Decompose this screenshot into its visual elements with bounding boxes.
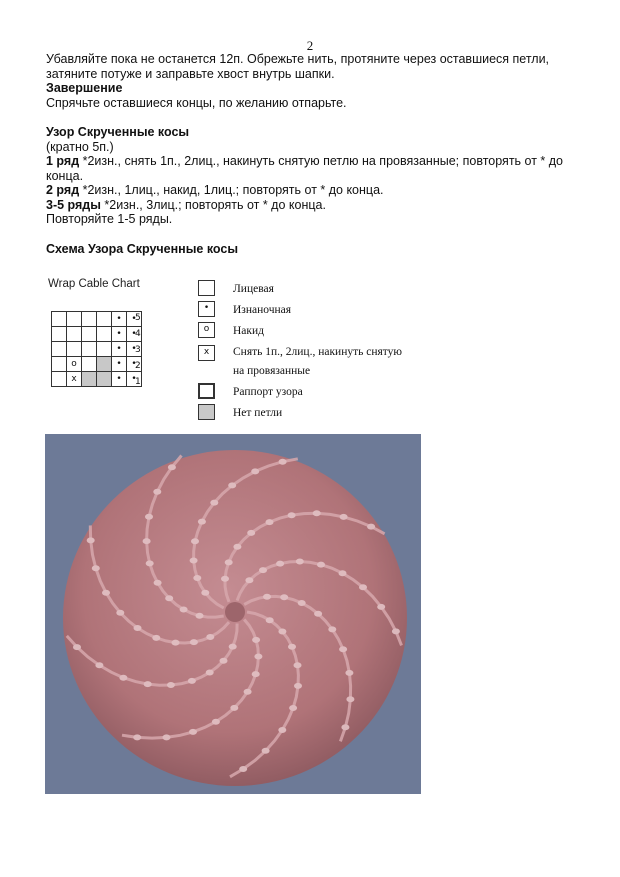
cable-eyelet xyxy=(278,629,286,635)
row1-instruction xyxy=(46,154,586,169)
legend-repeat-label: Раппорт узора xyxy=(233,386,303,398)
cable-eyelet xyxy=(189,729,197,735)
cable-eyelet xyxy=(133,734,141,740)
cable-eyelet xyxy=(252,637,260,643)
cable-eyelet xyxy=(143,538,151,544)
cable-eyelet xyxy=(276,561,284,567)
cable-eyelet xyxy=(244,689,252,695)
cable-eyelet xyxy=(228,482,236,488)
chart-cell-no-stitch xyxy=(97,372,112,387)
cable-eyelet xyxy=(259,567,267,573)
chart-cell xyxy=(82,312,97,327)
cable-eyelet xyxy=(196,613,204,619)
chart-cell xyxy=(97,342,112,357)
cable-eyelet xyxy=(392,628,400,634)
cable-eyelet xyxy=(359,584,367,590)
chart-row-5 xyxy=(52,312,142,327)
chart-cell-yarn-over: o xyxy=(67,357,82,372)
cable-eyelet xyxy=(314,611,322,617)
cable-eyelet xyxy=(220,658,228,664)
cable-eyelet xyxy=(262,748,270,754)
chart-cell: • xyxy=(112,357,127,372)
chart-row-4 xyxy=(52,327,142,342)
cable-eyelet xyxy=(146,560,154,566)
cable-eyelet xyxy=(206,634,214,640)
cable-eyelet xyxy=(367,524,375,530)
chart-cell xyxy=(97,312,112,327)
intro-line-1: Убавляйте пока не останется 12п. Обрежьте нить, протяните через оставшиеся петли, xyxy=(46,52,550,66)
legend-knit-label: Лицевая xyxy=(233,283,274,295)
chart-cell-wrap: x xyxy=(67,372,82,387)
row35-instruction xyxy=(46,198,586,213)
chart-cell: • xyxy=(127,342,142,357)
cable-eyelet xyxy=(280,594,288,600)
hat-crown xyxy=(225,602,245,622)
cable-eyelet xyxy=(190,558,198,564)
finish-text: Спрячьте оставшиеся концы, по желанию отпарьте. xyxy=(46,95,347,110)
chart-cell-no-stitch xyxy=(82,372,97,387)
cable-eyelet xyxy=(266,519,274,525)
cable-eyelet xyxy=(152,635,160,641)
hat-illustration xyxy=(45,434,421,794)
cable-eyelet xyxy=(341,724,349,730)
chart-cell: • xyxy=(127,357,142,372)
cable-eyelet xyxy=(92,565,100,571)
page-number: 2 xyxy=(306,38,314,53)
cable-eyelet xyxy=(210,500,218,506)
cable-eyelet xyxy=(229,644,237,650)
row35-label: 3-5 ряды xyxy=(46,197,101,212)
cable-eyelet xyxy=(339,646,347,652)
cable-eyelet xyxy=(73,644,81,650)
cable-eyelet xyxy=(317,562,325,568)
chart-cell xyxy=(82,357,97,372)
cable-eyelet xyxy=(328,626,336,632)
cable-eyelet xyxy=(233,544,241,550)
knit-symbol xyxy=(198,280,215,296)
cable-eyelet xyxy=(180,607,188,613)
row35-text: *2изн., 3лиц.; повторять от * до конца. xyxy=(100,197,326,212)
cable-eyelet xyxy=(153,489,161,495)
cable-eyelet xyxy=(278,727,286,733)
cable-eyelet xyxy=(163,734,171,740)
chart-cell xyxy=(97,327,112,342)
cable-eyelet xyxy=(201,590,209,596)
row-number-1: 1 xyxy=(135,377,141,387)
chart-cell xyxy=(67,342,82,357)
cable-eyelet xyxy=(288,644,296,650)
chart-cell: • xyxy=(112,342,127,357)
cable-eyelet xyxy=(145,514,153,520)
chart-cell xyxy=(52,342,67,357)
chart-cell-no-stitch xyxy=(97,357,112,372)
chart-cell xyxy=(67,312,82,327)
legend-no-stitch-label: Нет петли xyxy=(233,407,283,419)
chart-heading: Схема Узора Скрученные косы xyxy=(46,241,239,256)
pattern-multiple: (кратно 5п.) xyxy=(46,139,114,154)
knitted-hat-photo xyxy=(45,434,421,794)
cable-eyelet xyxy=(377,604,385,610)
chart-cell: • xyxy=(127,327,142,342)
pattern-heading: Узор Скрученные косы xyxy=(46,125,190,139)
chart-cell xyxy=(52,312,67,327)
row1-text-cont: конца. xyxy=(46,168,84,183)
chart-cell xyxy=(82,342,97,357)
cable-eyelet xyxy=(346,696,354,702)
chart-row-3 xyxy=(52,342,142,357)
cable-eyelet xyxy=(288,512,296,518)
repeat-symbol xyxy=(198,383,215,399)
cable-eyelet xyxy=(345,670,353,676)
cable-eyelet xyxy=(95,662,103,668)
cable-eyelet xyxy=(252,671,260,677)
chart-cell xyxy=(52,327,67,342)
cable-eyelet xyxy=(206,670,214,676)
cable-eyelet xyxy=(191,538,199,544)
cable-eyelet xyxy=(188,678,196,684)
cable-eyelet xyxy=(279,459,287,465)
cable-eyelet xyxy=(294,683,302,689)
repeat-instruction: Повторяйте 1-5 ряды. xyxy=(46,212,173,226)
cable-eyelet xyxy=(251,468,259,474)
legend-yarn-over-label: Накид xyxy=(233,325,265,337)
row2-label: 2 ряд xyxy=(46,183,80,197)
cable-eyelet xyxy=(119,675,127,681)
row-number-3: 3 xyxy=(135,345,141,355)
row-number-5: 5 xyxy=(135,313,141,323)
row-number-4: 4 xyxy=(135,329,141,339)
cable-eyelet xyxy=(168,464,176,470)
cable-eyelet xyxy=(172,640,180,646)
cable-eyelet xyxy=(116,610,124,616)
row-number-2: 2 xyxy=(135,361,141,371)
cable-eyelet xyxy=(225,559,233,565)
yarn-over-symbol: o xyxy=(198,322,215,338)
chart-cell: • xyxy=(112,372,127,387)
cable-eyelet xyxy=(298,600,306,606)
cable-eyelet xyxy=(294,662,302,668)
wrap-symbol: x xyxy=(198,345,215,361)
row2-text: *2изн., 1лиц., накид, 1лиц.; повторять от * до конца. xyxy=(79,183,384,197)
cable-eyelet xyxy=(230,705,238,711)
row2-instruction xyxy=(46,183,586,198)
chart-cell: • xyxy=(112,312,127,327)
legend-wrap-label-2: на провязанные xyxy=(233,365,311,377)
chart-cell xyxy=(82,327,97,342)
cable-eyelet xyxy=(247,530,255,536)
cable-eyelet xyxy=(144,681,152,687)
cable-eyelet xyxy=(167,682,175,688)
chart-cell: • xyxy=(127,312,142,327)
row1-label: 1 ряд xyxy=(46,154,80,168)
chart-title: Wrap Cable Chart xyxy=(48,278,140,290)
cable-eyelet xyxy=(212,719,220,725)
chart-cell xyxy=(52,357,67,372)
cable-eyelet xyxy=(193,575,201,581)
chart-cell: • xyxy=(127,372,142,387)
cable-eyelet xyxy=(198,519,206,525)
cable-eyelet xyxy=(221,576,229,582)
cable-eyelet xyxy=(245,577,253,583)
chart-grid xyxy=(51,311,142,387)
cable-eyelet xyxy=(154,580,162,586)
cable-eyelet xyxy=(102,590,110,596)
cable-eyelet xyxy=(165,595,173,601)
cable-eyelet xyxy=(313,510,321,516)
chart-row-2 xyxy=(52,357,142,372)
cable-eyelet xyxy=(289,705,297,711)
no-stitch-symbol xyxy=(198,404,215,420)
cable-eyelet xyxy=(87,537,95,543)
cable-eyelet xyxy=(339,570,347,576)
purl-symbol: • xyxy=(198,301,215,317)
intro-line-2: затяните потуже и заправьте хвост внутрь шапки. xyxy=(46,66,335,81)
cable-eyelet xyxy=(340,514,348,520)
cable-eyelet xyxy=(239,766,247,772)
cable-eyelet xyxy=(190,639,198,645)
chart-cell xyxy=(52,372,67,387)
legend-purl-label: Изнаночная xyxy=(233,304,292,316)
finish-heading: Завершение xyxy=(46,81,123,95)
cable-eyelet xyxy=(296,559,304,565)
cable-eyelet xyxy=(266,617,274,623)
chart-row-1 xyxy=(52,372,142,387)
chart-cell: • xyxy=(112,327,127,342)
instructions-text xyxy=(46,52,586,256)
cable-eyelet xyxy=(263,594,271,600)
cable-eyelet xyxy=(134,625,142,631)
cable-eyelet xyxy=(254,654,262,660)
row1-text: *2изн., снять 1п., 2лиц., накинуть снятую петлю на провязанные; повторять от * до xyxy=(79,154,563,168)
chart-cell xyxy=(67,327,82,342)
legend-wrap-label-1: Снять 1п., 2лиц., накинуть снятую xyxy=(233,346,403,358)
